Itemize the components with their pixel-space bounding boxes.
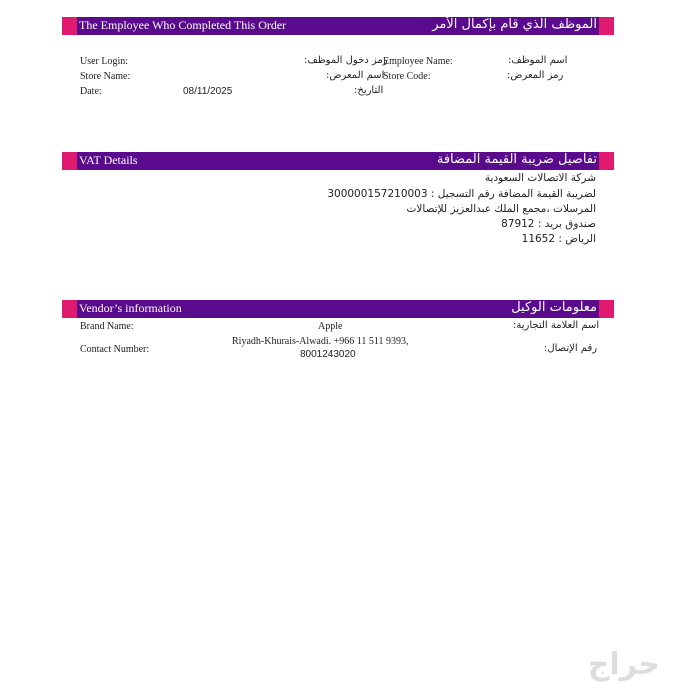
employee-name-label: Employee Name: xyxy=(383,56,453,67)
store-code-ar: رمز المعرض: xyxy=(507,70,564,81)
vendor-title-en: Vendor’s information xyxy=(79,301,182,315)
vat-line: لضريبة القيمة المضافة رقم التسجيل : 300000157210003 xyxy=(327,188,596,200)
contact-number-line1: Riyadh-Khurais-Alwadi. +966 11 511 9393, xyxy=(232,336,409,347)
vat-line: صندوق بريد : 87912 xyxy=(501,218,596,230)
vat-line: شركة الاتصالات السعودية xyxy=(484,172,596,184)
vendor-section-header xyxy=(62,300,614,318)
contact-number-ar: رقم الإتصال: xyxy=(544,343,598,354)
store-name-label: Store Name: xyxy=(80,71,131,82)
employee-section-header xyxy=(62,17,614,35)
brand-name-label: Brand Name: xyxy=(80,321,134,332)
vat-title-en: VAT Details xyxy=(79,153,138,167)
brand-name-value: Apple xyxy=(318,321,343,332)
date-label: Date: xyxy=(80,86,102,97)
employee-title-ar: الموظف الذي قام بإكمال الأمر xyxy=(432,17,597,32)
vat-section-header xyxy=(62,152,614,170)
employee-name-ar: اسم الموظف: xyxy=(508,55,568,66)
contact-number-label: Contact Number: xyxy=(80,344,150,355)
vat-line: الرياض : 11652 xyxy=(521,233,596,245)
store-name-ar: اسم المعرض: xyxy=(326,70,385,81)
brand-name-ar: اسم العلامة التجارية: xyxy=(513,320,600,331)
employee-title-en: The Employee Who Completed This Order xyxy=(79,18,287,32)
store-code-label: Store Code: xyxy=(383,71,431,82)
vendor-title-ar: معلومات الوكيل xyxy=(511,300,597,315)
vat-line: المرسلات ،مجمع الملك عبدالعزيز للإتصالات xyxy=(406,203,596,215)
date-ar: التاريخ: xyxy=(354,85,384,96)
vat-title-ar: تفاصيل ضريبة القيمة المضافة xyxy=(436,152,597,167)
date-value: 08/11/2025 xyxy=(183,86,233,97)
contact-number-line2: 8001243020 xyxy=(300,349,356,360)
employee-login-ar: رمز دخول الموظف: xyxy=(304,55,388,66)
haraj-watermark-logo: حراج xyxy=(587,647,660,682)
user-login-label: User Login: xyxy=(80,56,129,67)
